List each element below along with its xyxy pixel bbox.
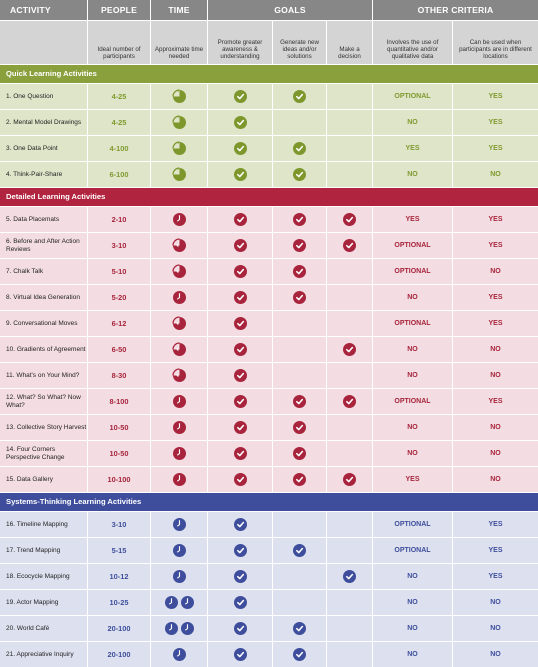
clock-icon — [172, 420, 187, 435]
clock-icon — [172, 264, 187, 279]
goal-decision-cell — [327, 363, 373, 388]
goal-ideas-cell — [273, 363, 327, 388]
section-header: Detailed Learning Activities — [0, 187, 538, 206]
table-row — [0, 83, 538, 109]
activity-name: 1. One Question — [0, 84, 88, 109]
subheader-activity — [0, 21, 88, 64]
goal-ideas-cell — [273, 441, 327, 466]
goal-decision-cell — [327, 642, 373, 667]
quantitative-data-value: NO — [373, 363, 453, 388]
subheader-remote: Can be used when participants are in different locations — [453, 21, 538, 64]
quantitative-data-value: NO — [373, 616, 453, 641]
participant-range: 4-25 — [88, 84, 151, 109]
quantitative-data-value: NO — [373, 642, 453, 667]
activity-name: 19. Actor Mapping — [0, 590, 88, 615]
goal-ideas-cell — [273, 110, 327, 135]
clock-icon — [172, 647, 187, 662]
time-cell — [151, 285, 208, 310]
goal-awareness-cell — [208, 564, 273, 589]
goal-awareness-cell — [208, 389, 273, 414]
activity-name: 6. Before and After Action Reviews — [0, 233, 88, 258]
goal-ideas-cell — [273, 337, 327, 362]
clock-icon — [180, 621, 195, 636]
quantitative-data-value: OPTIONAL — [373, 311, 453, 336]
table-row — [0, 310, 538, 336]
goal-decision-cell — [327, 590, 373, 615]
check-icon — [343, 395, 356, 408]
check-icon — [293, 447, 306, 460]
table-row — [0, 414, 538, 440]
goal-awareness-cell — [208, 233, 273, 258]
time-cell — [151, 616, 208, 641]
activity-name: 17. Trend Mapping — [0, 538, 88, 563]
goal-awareness-cell — [208, 590, 273, 615]
remote-value: YES — [488, 573, 503, 580]
column-group-header — [0, 0, 538, 21]
goal-ideas-cell — [273, 259, 327, 284]
activity-name: 20. World Café — [0, 616, 88, 641]
clock-icon — [172, 368, 187, 383]
table-row — [0, 537, 538, 563]
time-cell — [151, 259, 208, 284]
check-icon — [293, 168, 306, 181]
remote-value: YES — [488, 93, 503, 100]
participant-range: 3-10 — [88, 512, 151, 537]
check-icon — [234, 447, 247, 460]
goal-awareness-cell — [208, 285, 273, 310]
goal-decision-cell — [327, 538, 373, 563]
check-icon — [234, 213, 247, 226]
subheader-quantitative-data: Involves the use of quantitative and/or qualitative data — [373, 21, 453, 64]
subheader-people: Ideal number of participants — [88, 21, 151, 64]
remote-value: NO — [490, 599, 501, 606]
remote-value: NO — [490, 346, 501, 353]
participant-range: 10-12 — [88, 564, 151, 589]
goal-ideas-cell — [273, 285, 327, 310]
goal-ideas-cell — [273, 207, 327, 232]
check-icon — [293, 648, 306, 661]
check-icon — [234, 544, 247, 557]
quantitative-data-value: YES — [373, 136, 453, 161]
check-icon — [343, 239, 356, 252]
clock-icon — [172, 212, 187, 227]
participant-range: 10-100 — [88, 467, 151, 492]
subheader-time: Approximate time needed — [151, 21, 208, 64]
time-cell — [151, 84, 208, 109]
goal-decision-cell — [327, 441, 373, 466]
activity-name: 11. What's on Your Mind? — [0, 363, 88, 388]
goal-decision-cell — [327, 512, 373, 537]
activity-name: 13. Collective Story Harvest — [0, 415, 88, 440]
check-icon — [293, 395, 306, 408]
goal-awareness-cell — [208, 136, 273, 161]
participant-range: 5-20 — [88, 285, 151, 310]
check-icon — [293, 142, 306, 155]
clock-icon — [172, 238, 187, 253]
remote-value: NO — [490, 450, 501, 457]
header-goals: GOALS — [208, 0, 373, 21]
participant-range: 10-25 — [88, 590, 151, 615]
activity-name: 5. Data Placemats — [0, 207, 88, 232]
quantitative-data-value: YES — [373, 207, 453, 232]
quantitative-data-value: NO — [373, 285, 453, 310]
clock-icon — [172, 316, 187, 331]
goal-decision-cell — [327, 616, 373, 641]
table-row — [0, 206, 538, 232]
goal-ideas-cell — [273, 389, 327, 414]
participant-range: 10-50 — [88, 415, 151, 440]
participant-range: 8-100 — [88, 389, 151, 414]
participant-range: 10-50 — [88, 441, 151, 466]
clock-icon — [172, 290, 187, 305]
header-people: PEOPLE — [88, 0, 151, 21]
remote-value: YES — [488, 216, 503, 223]
goal-awareness-cell — [208, 616, 273, 641]
remote-value: YES — [488, 294, 503, 301]
goal-decision-cell — [327, 285, 373, 310]
goal-awareness-cell — [208, 538, 273, 563]
participant-range: 5-10 — [88, 259, 151, 284]
goal-ideas-cell — [273, 564, 327, 589]
time-cell — [151, 467, 208, 492]
goal-awareness-cell — [208, 512, 273, 537]
quantitative-data-value: OPTIONAL — [373, 538, 453, 563]
remote-value: NO — [490, 372, 501, 379]
goal-ideas-cell — [273, 136, 327, 161]
quantitative-data-value: NO — [373, 415, 453, 440]
goal-decision-cell — [327, 467, 373, 492]
remote-value: YES — [488, 119, 503, 126]
check-icon — [343, 213, 356, 226]
remote-value: NO — [490, 171, 501, 178]
table-row — [0, 466, 538, 492]
time-cell — [151, 233, 208, 258]
goal-awareness-cell — [208, 84, 273, 109]
goal-ideas-cell — [273, 311, 327, 336]
time-cell — [151, 389, 208, 414]
remote-value: YES — [488, 242, 503, 249]
time-cell — [151, 207, 208, 232]
time-cell — [151, 590, 208, 615]
header-other-criteria: OTHER CRITERIA — [373, 0, 538, 21]
table-row — [0, 258, 538, 284]
participant-range: 6-100 — [88, 162, 151, 187]
activity-name: 8. Virtual Idea Generation — [0, 285, 88, 310]
check-icon — [293, 421, 306, 434]
clock-icon — [172, 543, 187, 558]
check-icon — [343, 473, 356, 486]
check-icon — [293, 213, 306, 226]
table-row — [0, 135, 538, 161]
time-cell — [151, 136, 208, 161]
column-subheader — [0, 21, 538, 64]
clock-icon — [172, 167, 187, 182]
check-icon — [234, 116, 247, 129]
quantitative-data-value: OPTIONAL — [373, 389, 453, 414]
subheader-goal-decision: Make a decision — [327, 21, 373, 64]
table-row — [0, 563, 538, 589]
participant-range: 20-100 — [88, 642, 151, 667]
clock-icon — [164, 595, 179, 610]
goal-awareness-cell — [208, 467, 273, 492]
participant-range: 6-12 — [88, 311, 151, 336]
quantitative-data-value: OPTIONAL — [373, 233, 453, 258]
activity-name: 15. Data Gallery — [0, 467, 88, 492]
goal-ideas-cell — [273, 616, 327, 641]
table-body — [0, 64, 538, 667]
participant-range: 20-100 — [88, 616, 151, 641]
quantitative-data-value: NO — [373, 590, 453, 615]
table-row — [0, 232, 538, 258]
participant-range: 8-30 — [88, 363, 151, 388]
activity-name: 12. What? So What? Now What? — [0, 389, 88, 414]
activity-name: 7. Chalk Talk — [0, 259, 88, 284]
check-icon — [234, 421, 247, 434]
goal-awareness-cell — [208, 207, 273, 232]
goal-decision-cell — [327, 311, 373, 336]
remote-value: NO — [490, 424, 501, 431]
time-cell — [151, 311, 208, 336]
check-icon — [234, 343, 247, 356]
check-icon — [293, 291, 306, 304]
activity-name: 21. Appreciative Inquiry — [0, 642, 88, 667]
goal-ideas-cell — [273, 415, 327, 440]
table-row — [0, 388, 538, 414]
remote-value: YES — [488, 398, 503, 405]
activity-name: 4. Think-Pair-Share — [0, 162, 88, 187]
clock-icon — [172, 517, 187, 532]
remote-value: YES — [488, 145, 503, 152]
goal-ideas-cell — [273, 538, 327, 563]
remote-value: NO — [490, 625, 501, 632]
remote-value: YES — [488, 547, 503, 554]
goal-decision-cell — [327, 162, 373, 187]
time-cell — [151, 564, 208, 589]
table-row — [0, 109, 538, 135]
clock-icon — [172, 115, 187, 130]
goal-decision-cell — [327, 337, 373, 362]
goal-decision-cell — [327, 564, 373, 589]
table-row — [0, 511, 538, 537]
participant-range: 4-100 — [88, 136, 151, 161]
participant-range: 3-10 — [88, 233, 151, 258]
check-icon — [234, 291, 247, 304]
quantitative-data-value: NO — [373, 441, 453, 466]
check-icon — [293, 622, 306, 635]
table-row — [0, 161, 538, 187]
goal-awareness-cell — [208, 363, 273, 388]
check-icon — [234, 395, 247, 408]
time-cell — [151, 512, 208, 537]
goal-awareness-cell — [208, 311, 273, 336]
check-icon — [234, 648, 247, 661]
table-row — [0, 362, 538, 388]
quantitative-data-value: NO — [373, 564, 453, 589]
table-row — [0, 615, 538, 641]
time-cell — [151, 538, 208, 563]
participant-range: 6-50 — [88, 337, 151, 362]
goal-decision-cell — [327, 207, 373, 232]
quantitative-data-value: OPTIONAL — [373, 84, 453, 109]
goal-awareness-cell — [208, 642, 273, 667]
goal-decision-cell — [327, 259, 373, 284]
quantitative-data-value: NO — [373, 162, 453, 187]
participant-range: 4-25 — [88, 110, 151, 135]
quantitative-data-value: NO — [373, 337, 453, 362]
table-row — [0, 440, 538, 466]
remote-value: NO — [490, 268, 501, 275]
time-cell — [151, 441, 208, 466]
check-icon — [343, 343, 356, 356]
clock-icon — [172, 569, 187, 584]
activity-name: 3. One Data Point — [0, 136, 88, 161]
clock-icon — [172, 446, 187, 461]
goal-awareness-cell — [208, 259, 273, 284]
table-row — [0, 284, 538, 310]
goal-awareness-cell — [208, 162, 273, 187]
goal-awareness-cell — [208, 441, 273, 466]
goal-decision-cell — [327, 136, 373, 161]
header-time: TIME — [151, 0, 208, 21]
check-icon — [293, 473, 306, 486]
activity-name: 16. Timeline Mapping — [0, 512, 88, 537]
section-header: Quick Learning Activities — [0, 64, 538, 83]
check-icon — [234, 317, 247, 330]
check-icon — [234, 369, 247, 382]
goal-decision-cell — [327, 84, 373, 109]
participant-range: 2-10 — [88, 207, 151, 232]
check-icon — [293, 90, 306, 103]
time-cell — [151, 642, 208, 667]
subheader-goal-ideas: Generate new ideas and/or solutions — [273, 21, 327, 64]
check-icon — [234, 168, 247, 181]
clock-icon — [172, 472, 187, 487]
check-icon — [234, 473, 247, 486]
goal-decision-cell — [327, 233, 373, 258]
quantitative-data-value: NO — [373, 110, 453, 135]
header-activity: ACTIVITY — [0, 0, 88, 21]
check-icon — [234, 518, 247, 531]
quantitative-data-value: OPTIONAL — [373, 259, 453, 284]
activity-name: 10. Gradients of Agreement — [0, 337, 88, 362]
goal-ideas-cell — [273, 84, 327, 109]
goal-ideas-cell — [273, 233, 327, 258]
activity-name: 14. Four Corners Perspective Change — [0, 441, 88, 466]
time-cell — [151, 337, 208, 362]
goal-ideas-cell — [273, 642, 327, 667]
goal-decision-cell — [327, 389, 373, 414]
check-icon — [234, 570, 247, 583]
goal-awareness-cell — [208, 110, 273, 135]
table-row — [0, 589, 538, 615]
clock-icon — [172, 141, 187, 156]
check-icon — [234, 596, 247, 609]
remote-value: NO — [490, 651, 501, 658]
remote-value: YES — [488, 521, 503, 528]
goal-ideas-cell — [273, 512, 327, 537]
table-row — [0, 336, 538, 362]
goal-decision-cell — [327, 110, 373, 135]
goal-ideas-cell — [273, 590, 327, 615]
goal-awareness-cell — [208, 337, 273, 362]
goal-awareness-cell — [208, 415, 273, 440]
activity-name: 2. Mental Model Drawings — [0, 110, 88, 135]
time-cell — [151, 162, 208, 187]
check-icon — [234, 90, 247, 103]
participant-range: 5-15 — [88, 538, 151, 563]
clock-icon — [172, 394, 187, 409]
quantitative-data-value: OPTIONAL — [373, 512, 453, 537]
check-icon — [293, 265, 306, 278]
check-icon — [234, 622, 247, 635]
activity-name: 9. Conversational Moves — [0, 311, 88, 336]
time-cell — [151, 363, 208, 388]
clock-icon — [172, 89, 187, 104]
goal-decision-cell — [327, 415, 373, 440]
check-icon — [234, 265, 247, 278]
remote-value: NO — [490, 476, 501, 483]
section-header: Systems-Thinking Learning Activities — [0, 492, 538, 511]
quantitative-data-value: YES — [373, 467, 453, 492]
clock-icon — [172, 342, 187, 357]
check-icon — [293, 544, 306, 557]
remote-value: YES — [488, 320, 503, 327]
check-icon — [234, 239, 247, 252]
time-cell — [151, 415, 208, 440]
time-cell — [151, 110, 208, 135]
activity-name: 18. Ecocycle Mapping — [0, 564, 88, 589]
clock-icon — [164, 621, 179, 636]
goal-ideas-cell — [273, 467, 327, 492]
subheader-goal-awareness: Promote greater awareness & understanding — [208, 21, 273, 64]
check-icon — [343, 570, 356, 583]
check-icon — [293, 239, 306, 252]
table-row — [0, 641, 538, 667]
check-icon — [234, 142, 247, 155]
clock-icon — [180, 595, 195, 610]
goal-ideas-cell — [273, 162, 327, 187]
